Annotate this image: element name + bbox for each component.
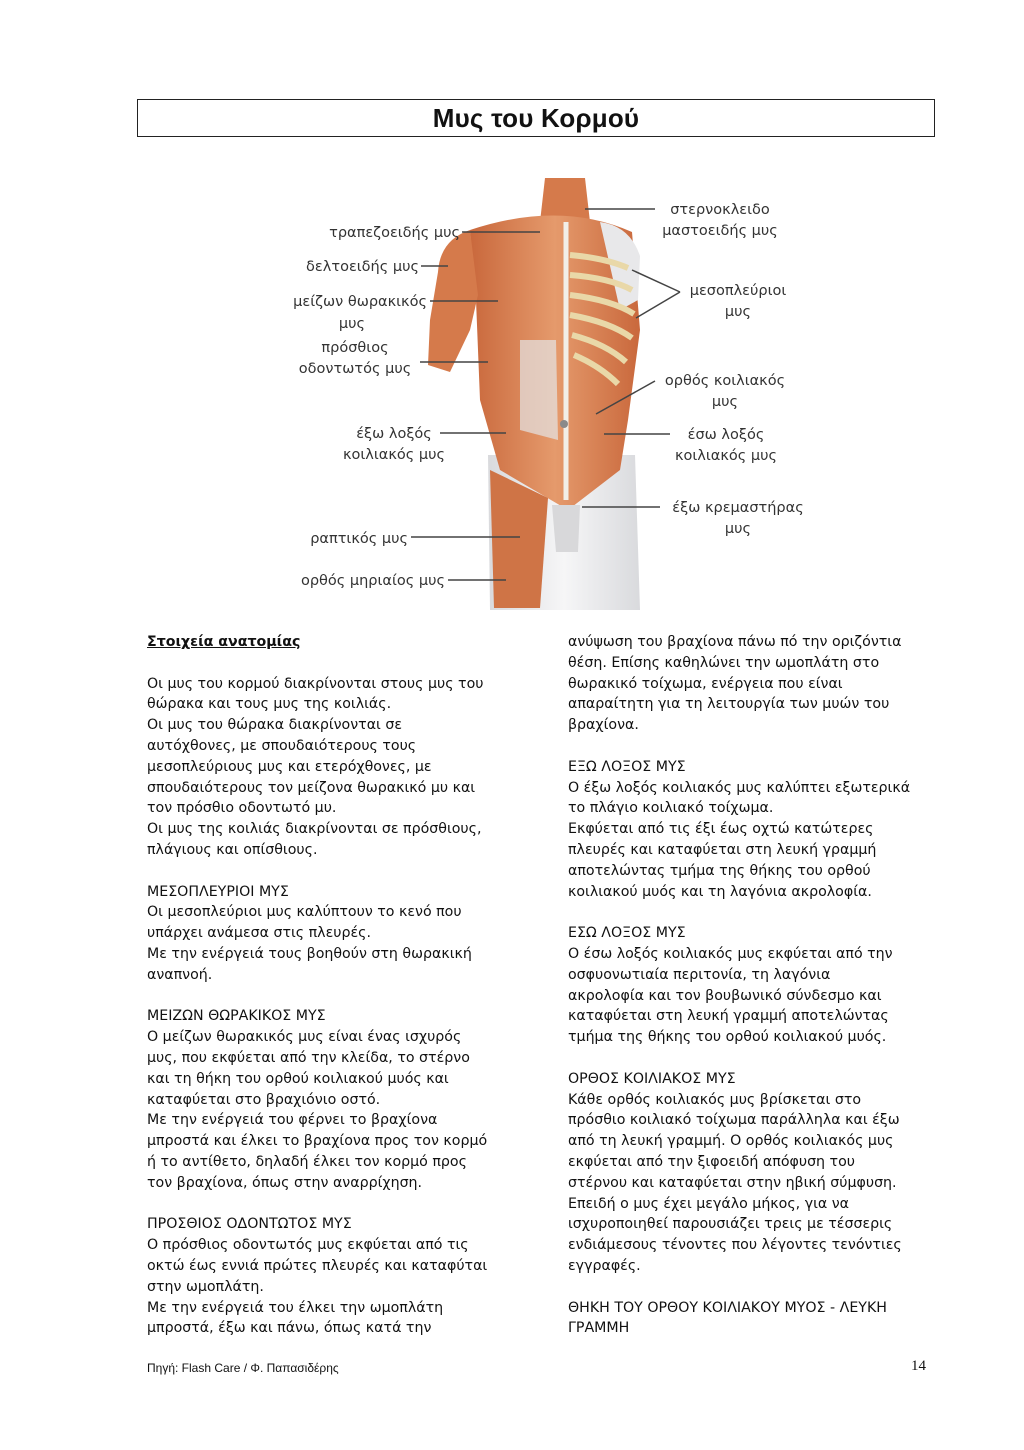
paragraph-rectus-sheath	[568, 1298, 940, 1340]
label-rectus-abdominis-line-2: μυς	[711, 394, 739, 410]
text-line: Ο μείζων θωρακικός μυς είναι ένας ισχυρός	[147, 1029, 462, 1046]
label-serratus-anterior-line-2: οδοντωτός μυς	[298, 361, 412, 377]
section-heading: Στοιχεία ανατομίας	[147, 634, 301, 650]
paragraph-external-oblique	[568, 757, 940, 903]
label-intercostals-line-2: μυς	[724, 304, 752, 320]
text-line: ΘΗΚΗ ΤΟΥ ΟΡΘΟΥ ΚΟΙΛΙΑΚΟΥ ΜΥΟΣ - ΛΕΥΚΗ	[568, 1299, 887, 1316]
text-line: ΜΕΙΖΩΝ ΘΩΡΑΚΙΚΟΣ ΜΥΣ	[147, 1008, 326, 1025]
text-line: εγγραφές.	[568, 1257, 641, 1274]
paragraph-serratus-continued	[568, 632, 940, 736]
text-line: πλευρές και καταφύεται στη λευκή γραμμή	[568, 841, 877, 858]
text-line: βραχίονα.	[568, 717, 639, 734]
text-line: Ο πρόσθιος οδοντωτός μυς εκφύεται από τις	[147, 1237, 469, 1254]
text-line: υπάρχει ανάμεσα στις πλευρές.	[147, 925, 371, 942]
text-line: και τη θήκη του ορθού κοιλιακού μυός και	[147, 1070, 449, 1087]
text-line: αυτόχθονες, με σπουδαιότερους τους	[147, 737, 417, 754]
text-line: ΓΡΑΜΜΗ	[568, 1320, 630, 1337]
label-rectus-abdominis-line-1: ορθός κοιλιακός	[664, 373, 786, 389]
text-line: ΟΡΘΟΣ ΚΟΙΛΙΑΚΟΣ ΜΥΣ	[568, 1070, 736, 1087]
text-line: αποτελώντας τμήμα της θήκης του ορθού	[568, 862, 871, 879]
text-line: Οι μεσοπλεύριοι μυς καλύπτουν το κενό που	[147, 904, 462, 921]
text-line: τον βραχίονα, όπως στην αναρρίχηση.	[147, 1174, 423, 1191]
text-line: ενδιάμεσους τένοντες που λέγοντες τενόντιες	[568, 1237, 902, 1254]
text-line: ακρολοφία και τον βουβωνικό σύνδεσμο και	[568, 987, 882, 1004]
text-line: μυς, που εκφύεται από την κλείδα, το στέρνο	[147, 1049, 470, 1066]
text-line: οσφυονωτιαία περιτονία, τη λαγόνια	[568, 966, 831, 983]
label-intercostals	[632, 270, 786, 320]
paragraph-serratus-anterior	[147, 1214, 519, 1339]
paragraph-internal-oblique	[568, 923, 940, 1048]
paragraph-intro	[147, 674, 519, 861]
text-line: το πλάγιο κοιλιακό τοίχωμα.	[568, 800, 774, 817]
label-sartorius	[310, 531, 520, 547]
text-line: σπουδαιότερους τον μείζονα θωρακικό μυ και	[147, 779, 476, 796]
text-line: ή το αντίθετο, δηλαδή έλκει τον κορμό προς	[147, 1153, 467, 1170]
text-line: μεσοπλεύριους μυς και ετερόχθονες, με	[147, 758, 432, 775]
page-title: Μυς του Κορμού	[432, 102, 640, 133]
text-line: Με την ενέργειά τους βοηθούν στη θωρακική	[147, 945, 472, 962]
page-number: 14	[911, 1358, 926, 1374]
text-line: απαραίτητη για τη λειτουργία των μυών του	[568, 696, 890, 713]
text-line: ΜΕΣΟΠΛΕΥΡΙΟΙ ΜΥΣ	[147, 883, 289, 900]
left-column	[147, 632, 519, 1360]
text-line: καταφύεται στο βραχιόνιο οστό.	[147, 1091, 381, 1108]
text-line: τμήμα της θήκης του ορθού κοιλιακού μυός.	[568, 1029, 887, 1046]
text-line: Επειδή ο μυς έχει μεγάλο μήκος, για να	[568, 1195, 850, 1212]
torso-illustration	[428, 178, 640, 610]
text-line: ΕΞΩ ΛΟΞΟΣ ΜΥΣ	[568, 758, 686, 775]
paragraph-rectus-abdominis	[568, 1069, 940, 1277]
text-line: Εκφύεται από τις έξι έως οχτώ κατώτερες	[568, 821, 874, 838]
label-sternocleidomastoid-line-2: μαστοειδής μυς	[662, 223, 778, 239]
text-line: οκτώ έως εννιά πρώτες πλευρές και καταφύται	[147, 1257, 488, 1274]
label-cremaster-line-1: έξω κρεμαστήρας	[672, 500, 804, 516]
paragraph-intercostals	[147, 882, 519, 986]
text-line: στην ωμοπλάτη.	[147, 1278, 264, 1295]
text-line: μπροστά, έξω και πάνω, όπως κατά την	[147, 1320, 432, 1337]
text-line: Οι μυς του κορμού διακρίνονται στους μυς του	[147, 675, 484, 692]
text-line: ΕΣΩ ΛΟΞΟΣ ΜΥΣ	[568, 925, 686, 942]
text-line: καταφύεται στη λευκή γραμμή αποτελώντας	[568, 1008, 889, 1025]
label-sartorius-line-1: ραπτικός μυς	[310, 531, 408, 547]
paragraph-pectoralis-major	[147, 1006, 519, 1193]
text-line: από τη λευκή γραμμή. Ο ορθός κοιλιακός μυς	[568, 1133, 894, 1150]
label-rectus-femoris-line-1: ορθός μηριαίος μυς	[300, 573, 445, 589]
label-sternocleidomastoid-line-1: στερνοκλειδο	[670, 202, 770, 218]
right-column	[568, 632, 940, 1360]
text-line: τον πρόσθιο οδοντωτό μυ.	[147, 800, 337, 817]
text-line: ΠΡΟΣΘΙΟΣ ΟΔΟΝΤΩΤΟΣ ΜΥΣ	[147, 1216, 352, 1233]
text-line: Με την ενέργειά του φέρνει το βραχίονα	[147, 1112, 438, 1129]
text-line: Οι μυς του θώρακα διακρίνονται σε	[147, 717, 403, 734]
label-deltoid-line-1: δελτοειδής μυς	[306, 259, 419, 275]
label-internal-oblique-line-1: έσω λοξός	[687, 427, 765, 443]
text-line: μπροστά και έλκει το βραχίονα προς τον κορμό	[147, 1133, 488, 1150]
label-cremaster-line-2: μυς	[724, 521, 752, 537]
text-line: πρόσθιο κοιλιακό τοίχωμα παράλληλα και έξω	[568, 1112, 900, 1129]
text-line: κοιλιακού μυός και τη λαγόνια ακρολοφία.	[568, 883, 872, 900]
label-pectoralis-major-line-2: μυς	[338, 316, 366, 332]
text-line: αναπνοή.	[147, 966, 213, 983]
text-line: ανύψωση του βραχίονα πάνω πό την οριζόντια	[568, 634, 902, 650]
text-line: θωρακικό τοίχωμα, ενέργεια που είναι	[568, 675, 843, 692]
text-line: πλάγιους και οπίσθιους.	[147, 841, 318, 858]
footer-source: Πηγή: Flash Care / Φ. Παπασιδέρης	[147, 1361, 339, 1375]
label-rectus-femoris	[301, 573, 506, 589]
text-line: εκφύεται από την ξιφοειδή απόφυση του	[568, 1153, 855, 1170]
label-serratus-anterior-line-1: πρόσθιος	[321, 340, 389, 356]
text-line: Ο έσω λοξός κοιλιακός μυς εκφύεται από την	[568, 945, 893, 962]
text-line: Οι μυς της κοιλιάς διακρίνονται σε πρόσθιους,	[147, 821, 482, 838]
text-line: θώρακα και τους μυς της κοιλιάς.	[147, 696, 392, 713]
label-external-oblique-line-1: έξω λοξός	[356, 426, 432, 442]
label-external-oblique	[343, 426, 506, 463]
text-line: θέση. Επίσης καθηλώνει την ωμοπλάτη στο	[568, 654, 880, 671]
label-intercostals-line-1: μεσοπλεύριοι	[689, 283, 787, 299]
text-line: Με την ενέργειά του έλκει την ωμοπλάτη	[147, 1299, 444, 1316]
label-trapezius-line-1: τραπεζοειδής μυς	[329, 225, 460, 241]
text-line: στέρνου και καταφύεται στην ηβική σύμφυση.	[568, 1174, 897, 1191]
text-line: ισχυροποιηθεί παρουσιάζει τρεις με τέσσερις	[568, 1216, 893, 1233]
text-line: Ο έξω λοξός κοιλιακός μυς καλύπτει εξωτερικά	[568, 779, 911, 796]
anatomy-figure	[0, 0, 1024, 620]
text-line: Κάθε ορθός κοιλιακός μυς βρίσκεται στο	[568, 1091, 862, 1108]
label-pectoralis-major-line-1: μείζων θωρακικός	[293, 294, 427, 310]
label-internal-oblique-line-2: κοιλιακός μυς	[674, 448, 778, 464]
label-external-oblique-line-2: κοιλιακός μυς	[342, 447, 446, 463]
label-deltoid	[306, 259, 448, 275]
